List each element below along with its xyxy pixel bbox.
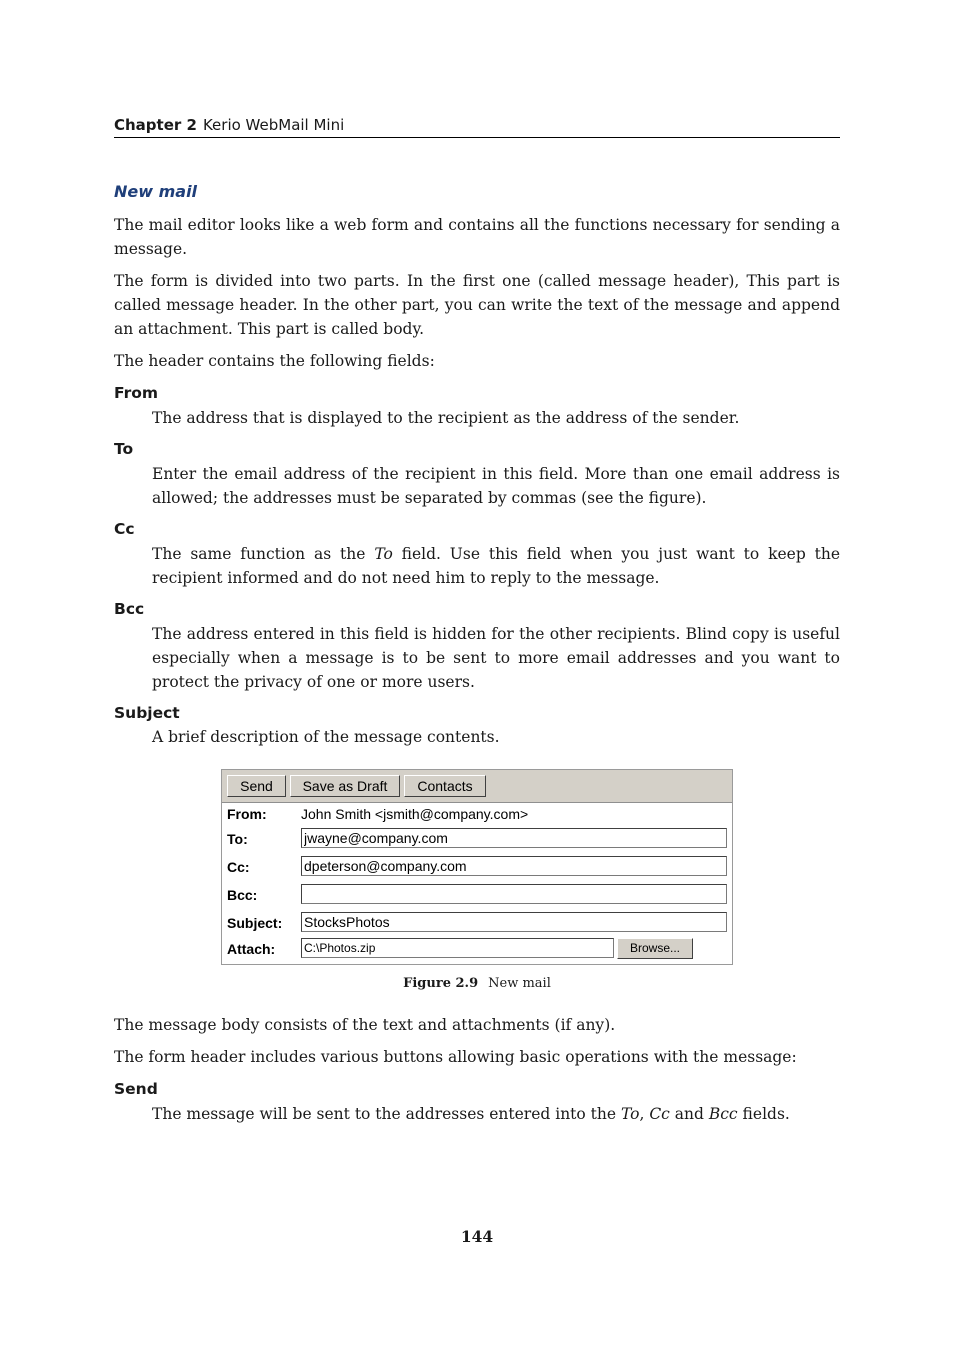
desc-send: The message will be sent to the addresses entered into the To, Cc and Bcc fields. <box>152 1105 790 1123</box>
bcc-input[interactable] <box>301 884 727 904</box>
chapter-title: Kerio WebMail Mini <box>202 116 345 134</box>
cc-label: Cc: <box>227 859 250 875</box>
cc-input[interactable] <box>301 856 727 876</box>
subject-label: Subject: <box>227 915 283 931</box>
cc-em-to: To <box>374 545 393 563</box>
figure-caption <box>0 976 954 991</box>
term-from: From <box>114 384 159 402</box>
from-value: John Smith <jsmith@company.com> <box>301 806 529 822</box>
save-as-draft-button[interactable]: Save as Draft <box>290 775 400 797</box>
desc-from: The address that is displayed to the recipient as the address of the sender. <box>152 409 740 427</box>
subject-input[interactable] <box>301 912 727 932</box>
to-input[interactable] <box>301 828 727 848</box>
figure-name: New mail <box>488 976 551 991</box>
paragraph-buttons: The form header includes various buttons allowing basic operations with the message: <box>114 1048 797 1066</box>
figure-label: Figure 2.9 <box>403 976 479 991</box>
attach-input[interactable] <box>301 938 614 958</box>
desc-subject: A brief description of the message contents. <box>152 728 500 746</box>
paragraph-form-parts: The form is divided into two parts. In the first one (called message header), This part is called message header. In the other part, you can write the text of the message and append an attachment. This part is called body. <box>114 272 840 338</box>
term-to: To <box>114 440 134 458</box>
desc-to: Enter the email address of the recipient in this field. More than one email address is allowed; the addresses must be separated by commas (see the figure). <box>152 465 840 507</box>
from-label: From: <box>227 806 267 822</box>
browse-button[interactable]: Browse... <box>617 938 693 959</box>
form-toolbar <box>222 770 732 803</box>
contacts-button[interactable]: Contacts <box>404 775 486 797</box>
send-button[interactable]: Send <box>227 775 286 797</box>
paragraph-intro: The mail editor looks like a web form and contains all the functions necessary for sending a message. <box>114 216 840 258</box>
term-cc: Cc <box>114 520 135 538</box>
bcc-label: Bcc: <box>227 887 258 903</box>
term-bcc: Bcc <box>114 600 145 618</box>
to-label: To: <box>227 831 248 847</box>
chapter-label: Chapter 2 <box>114 116 197 134</box>
desc-bcc: The address entered in this field is hidden for the other recipients. Blind copy is useful especially when a message is to be sent to more email addresses and you want to protect the privacy of one or more users. <box>152 625 840 691</box>
page-number: 144 <box>460 1227 494 1246</box>
desc-cc: The same function as the To field. Use this field when you just want to keep the recipient informed and do not need him to reply to the message. <box>152 545 840 587</box>
attach-label: Attach: <box>227 941 276 957</box>
term-subject: Subject <box>114 704 180 722</box>
new-mail-form <box>221 769 733 965</box>
running-header <box>114 115 840 138</box>
paragraph-header-fields: The header contains the following fields: <box>114 352 435 370</box>
paragraph-body: The message body consists of the text and attachments (if any). <box>114 1016 616 1034</box>
term-send: Send <box>114 1080 158 1098</box>
section-title: New mail <box>114 182 198 201</box>
